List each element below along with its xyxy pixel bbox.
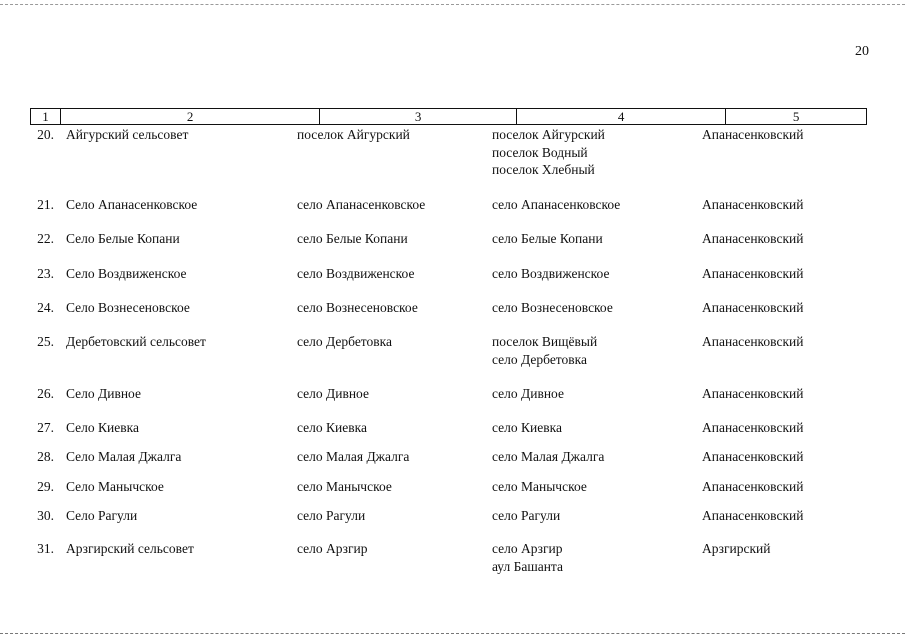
district-name: Апанасенковский bbox=[702, 449, 804, 464]
settlement: село Манычское bbox=[492, 479, 587, 494]
municipality-name: Село Вознесеновское bbox=[66, 300, 190, 315]
municipality-name: Село Дивное bbox=[66, 386, 141, 401]
row-number: 23. bbox=[37, 266, 54, 281]
municipality-name: Дербетовский сельсовет bbox=[66, 334, 206, 349]
district-name: Апанасенковский bbox=[702, 334, 804, 349]
header-cell-1: 1 bbox=[31, 109, 61, 124]
district-name: Арзгирский bbox=[702, 541, 771, 556]
settlements-list bbox=[492, 448, 604, 466]
municipality-name: Село Рагули bbox=[66, 508, 138, 523]
municipality-name: Село Киевка bbox=[66, 420, 139, 435]
settlement: село Киевка bbox=[492, 420, 562, 435]
row-number: 29. bbox=[37, 479, 54, 494]
settlement: село Дивное bbox=[492, 386, 564, 401]
header-cell-5: 5 bbox=[792, 109, 800, 124]
settlements-list bbox=[492, 196, 620, 214]
municipality-name: Село Воздвиженское bbox=[66, 266, 187, 281]
settlement: село Арзгир bbox=[492, 541, 563, 556]
settlement: село Белые Копани bbox=[492, 231, 603, 246]
scan-edge-top bbox=[0, 4, 905, 5]
row-number: 31. bbox=[37, 541, 54, 556]
settlements-list bbox=[492, 265, 609, 283]
admin-center: село Малая Джалга bbox=[297, 449, 410, 464]
row-number: 25. bbox=[37, 334, 54, 349]
table-header bbox=[30, 108, 867, 125]
settlement: село Малая Джалга bbox=[492, 449, 605, 464]
settlement: село Воздвиженское bbox=[492, 266, 610, 281]
row-number: 30. bbox=[37, 508, 54, 523]
row-number: 20. bbox=[37, 127, 54, 142]
municipality-name: Село Манычское bbox=[66, 479, 164, 494]
settlements-list bbox=[492, 540, 563, 575]
admin-center: село Манычское bbox=[297, 479, 392, 494]
district-name: Апанасенковский bbox=[702, 197, 804, 212]
district-name: Апанасенковский bbox=[702, 420, 804, 435]
admin-center: село Дербетовка bbox=[297, 334, 393, 349]
settlement: село Вознесеновское bbox=[492, 300, 613, 315]
settlement: поселок Водный bbox=[492, 144, 588, 160]
municipality-name: Село Малая Джалга bbox=[66, 449, 182, 464]
header-cell-2: 2 bbox=[61, 109, 320, 124]
header-cell-4: 4 bbox=[517, 109, 727, 124]
settlement: поселок Айгурский bbox=[492, 127, 605, 142]
admin-center: село Рагули bbox=[297, 508, 366, 523]
municipality-name: Арзгирский сельсовет bbox=[66, 541, 194, 556]
row-number: 24. bbox=[37, 300, 54, 315]
district-name: Апанасенковский bbox=[702, 479, 804, 494]
settlement: село Дербетовка bbox=[492, 351, 588, 367]
header-cell-3: 3 bbox=[320, 109, 517, 124]
municipality-name: Айгурский сельсовет bbox=[66, 127, 189, 142]
settlements-list bbox=[492, 507, 560, 525]
settlement: поселок Хлебный bbox=[492, 162, 595, 177]
admin-center: село Вознесеновское bbox=[297, 300, 418, 315]
district-name: Апанасенковский bbox=[702, 508, 804, 523]
admin-center: село Белые Копани bbox=[297, 231, 408, 246]
row-number: 28. bbox=[37, 449, 54, 464]
row-number: 22. bbox=[37, 231, 54, 246]
settlements-list bbox=[492, 385, 564, 403]
row-number: 26. bbox=[37, 386, 54, 401]
settlement: аул Башанта bbox=[492, 558, 563, 574]
page-number: 20 bbox=[855, 44, 869, 59]
admin-center: село Апанасенковское bbox=[297, 197, 426, 212]
municipality-name: Село Апанасенковское bbox=[66, 197, 198, 212]
district-name: Апанасенковский bbox=[702, 266, 804, 281]
municipality-name: Село Белые Копани bbox=[66, 231, 180, 246]
district-name: Апанасенковский bbox=[702, 127, 804, 142]
admin-center: село Арзгир bbox=[297, 541, 368, 556]
settlements-list bbox=[492, 478, 587, 496]
settlements-list bbox=[492, 419, 562, 437]
admin-center: село Киевка bbox=[297, 420, 367, 435]
admin-center: село Дивное bbox=[297, 386, 369, 401]
settlements-list bbox=[492, 230, 603, 248]
scan-edge-bottom bbox=[0, 633, 905, 634]
settlements-list bbox=[492, 126, 605, 179]
settlement: поселок Вищёвый bbox=[492, 334, 598, 349]
district-name: Апанасенковский bbox=[702, 386, 804, 401]
district-name: Апанасенковский bbox=[702, 300, 804, 315]
row-number: 21. bbox=[37, 197, 54, 212]
settlement: село Апанасенковское bbox=[492, 197, 621, 212]
admin-center: поселок Айгурский bbox=[297, 127, 410, 142]
row-number: 27. bbox=[37, 420, 54, 435]
settlements-list bbox=[492, 333, 597, 368]
settlements-list bbox=[492, 299, 613, 317]
settlement: село Рагули bbox=[492, 508, 561, 523]
district-name: Апанасенковский bbox=[702, 231, 804, 246]
admin-center: село Воздвиженское bbox=[297, 266, 415, 281]
